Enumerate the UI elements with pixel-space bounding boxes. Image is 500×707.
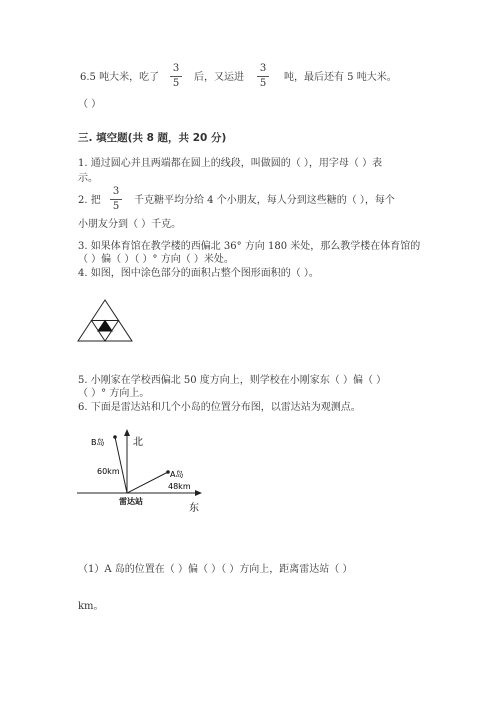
q5-line-1: 5. 小刚家在学校西偏北 50 度方向上，则学校在小刚家东（ ）偏（ ）	[78, 375, 387, 386]
north-arrow	[124, 429, 130, 436]
radar-diagram	[75, 425, 205, 520]
q3-line-2: （ ）偏（ ）（ ）° 方向（ ）米处。	[78, 254, 234, 265]
q1-line-1: 1. 通过圆心并且两端都在圆上的线段，叫做圆的（ ），用字母（ ）表	[78, 158, 383, 169]
q6-top-part-a: 6.5 吨大米，吃了	[80, 72, 160, 83]
q6-unit: km。	[78, 601, 104, 612]
q3-line-1: 3. 如果体育馆在教学楼的西偏北 36° 方向 180 米处，那么教学楼在体育馆的	[78, 241, 421, 252]
fraction-3-5-a: 3 5	[170, 63, 182, 90]
a-island-line	[127, 472, 168, 493]
q5-line-2: （ ）° 方向上。	[78, 388, 150, 399]
q6-top-answer: （ ）	[78, 99, 102, 110]
station-label: 雷达站	[119, 497, 143, 506]
fraction-3-5-c: 3 5	[110, 186, 122, 213]
b-island-label: B岛	[91, 438, 105, 447]
fraction-3-5-b: 3 5	[257, 63, 269, 90]
b-distance-label: 60km	[97, 467, 120, 476]
q6-sub-1: （1）A 岛的位置在（ ）偏（ ）（ ）方向上，距离雷达站（ ）	[78, 564, 353, 575]
a-distance-label: 48km	[168, 482, 191, 491]
b-island-line	[115, 437, 127, 493]
q6-top-part-b: 后，又运进	[194, 72, 244, 83]
triangle-figure	[75, 297, 135, 345]
north-label: 北	[133, 437, 143, 448]
east-label: 东	[189, 503, 199, 514]
section-3-title: 三. 填空题(共 8 题，共 20 分)	[78, 132, 227, 144]
q6-top-part-c: 吨，最后还有 5 吨大米。	[284, 72, 397, 83]
q4-line-1: 4. 如图，图中涂色部分的面积占整个图形面积的（ ）。	[78, 268, 319, 279]
q2-post: 千克糖平均分给 4 个小朋友，每人分到这些糖的（ ），每个	[134, 195, 395, 206]
a-island-label: A岛	[170, 470, 184, 479]
q1-line-2: 示。	[78, 173, 98, 184]
q6-line-1: 6. 下面是雷达站和几个小岛的位置分布图，以雷达站为观测点。	[78, 402, 361, 413]
q2-pre: 2. 把	[78, 195, 101, 206]
q2-line-2: 小朋友分到（ ）千克。	[78, 219, 182, 230]
east-arrow	[195, 490, 202, 496]
b-island-point	[113, 435, 117, 439]
